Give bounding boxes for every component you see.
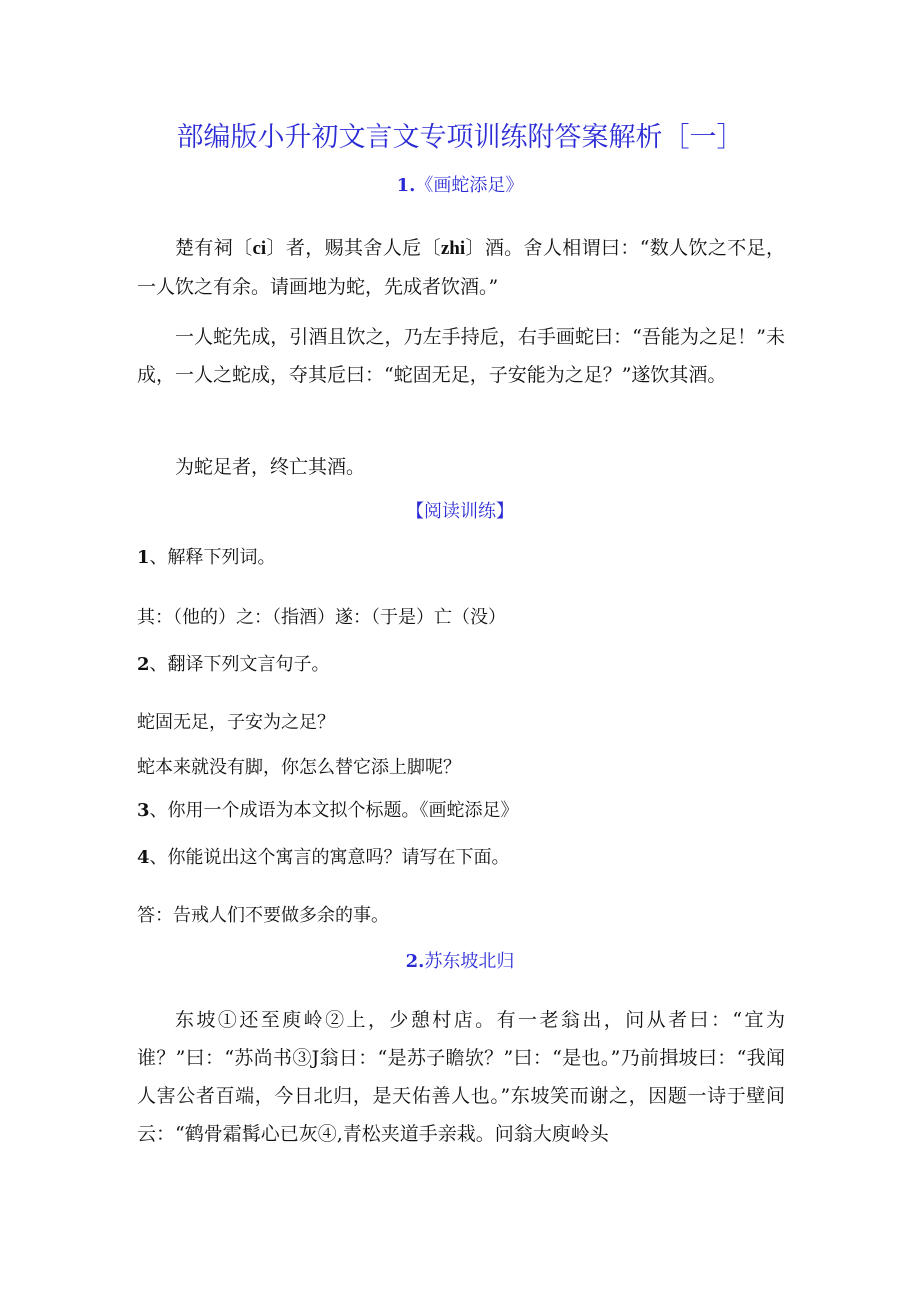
- story1-paragraph-2: 一人蛇先成，引酒且饮之，乃左手持卮，右手画蛇曰：“吾能为之足！”未成，一人之蛇成，夺其卮曰：“蛇固无足，子安能为之足？”遂饮其酒。: [137, 326, 785, 386]
- question-2-answer: 蛇本来就没有脚，你怎么替它添上脚呢？: [137, 757, 461, 778]
- story1-number: 1.: [396, 175, 416, 196]
- question-1-text: 、解释下列词。: [149, 547, 276, 568]
- story1-p1-a: 楚有祠〔: [175, 237, 253, 259]
- story1-heading: [0, 172, 920, 200]
- pinyin-ci: ci: [252, 238, 267, 259]
- story1-paragraph-3: 为蛇足者，终亡其酒。: [175, 456, 366, 478]
- story2-number: 2.: [405, 951, 425, 972]
- story2-heading: [0, 948, 920, 976]
- question-3: [137, 797, 785, 825]
- question-1-number: 1: [137, 547, 150, 568]
- story2-paragraph-1: 东坡①还至庾岭②上，少憩村店。有一老翁出，问从者曰：“宜为谁？”曰：“苏尚书③J翁日：“是苏子瞻欤？”曰：“是也。”乃前揖坡曰：“我闻人害公者百端，今日北归，是天佑善人也。”东坡笑而谢之，因题一诗于壁间云：“鹤骨霜髯心已灰④,青松夹道手亲栽。问翁大庾岭头: [137, 1009, 785, 1145]
- question-4-text: 、你能说出这个寓言的寓意吗？请写在下面。: [149, 847, 510, 868]
- question-1: [137, 544, 785, 572]
- question-2-text: 、翻译下列文言句子。: [149, 654, 330, 675]
- story1-name: 《画蛇添足》: [415, 175, 524, 196]
- story1-p1-c: 〕酒。舍人相谓曰：“数人饮之不足，一人饮之有余。请画地为蛇，先成者饮酒。”: [137, 237, 785, 298]
- question-2-number: 2: [137, 654, 150, 675]
- question-2: [137, 651, 785, 679]
- question-3-text: 、你用一个成语为本文拟个标题。《画蛇添足》: [149, 800, 519, 821]
- pinyin-zhi: zhi: [440, 238, 466, 259]
- question-3-number: 3: [137, 800, 150, 821]
- question-2-sentence: 蛇固无足，子安为之足？: [137, 712, 335, 733]
- question-4-answer: 答：告戒人们不要做多余的事。: [137, 905, 389, 926]
- story2-name: 苏东坡北归: [424, 951, 515, 972]
- question-4: [137, 844, 785, 872]
- story1-p1-b: 〕者，赐其舍人卮〔: [266, 237, 441, 259]
- training-heading: 【阅读训练】: [406, 501, 514, 522]
- question-4-number: 4: [137, 847, 150, 868]
- question-1-answer: 其：（他的）之：（指酒）遂：（于是）亡（没）: [137, 607, 506, 628]
- story1-paragraph-1: [137, 229, 785, 306]
- document-title: 部编版小升初文言文专项训练附答案解析［一］: [176, 122, 744, 153]
